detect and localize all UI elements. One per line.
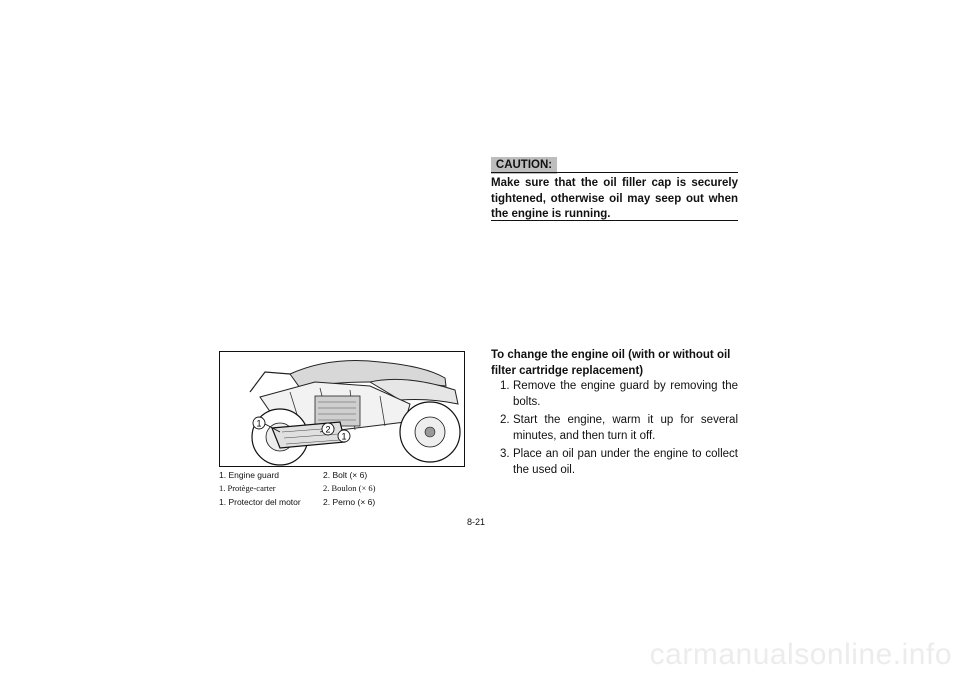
callout-label: 1 xyxy=(256,418,262,429)
step-number: 3. xyxy=(500,448,510,460)
caption-row-en xyxy=(219,470,463,482)
section-heading: To change the engine oil (with or without oil filter cartridge replacement) xyxy=(491,349,731,377)
list-item xyxy=(491,413,738,444)
callout-label: 1 xyxy=(341,431,347,442)
list-item xyxy=(491,447,738,478)
step-text: Place an oil pan under the engine to collect the used oil. xyxy=(513,448,738,476)
page-number: 8-21 xyxy=(467,517,486,527)
caption-item-2: 2. Perno (× 6) xyxy=(323,497,376,507)
caption-item-1: 1. Protector del motor xyxy=(219,497,301,507)
step-text: Start the engine, warm it up for several minutes, and then turn it off. xyxy=(513,414,738,442)
caution-text: Make sure that the oil filler cap is securely tightened, otherwise oil may seep out when the engine is running. xyxy=(491,177,738,220)
atv-illustration xyxy=(219,351,465,467)
step-text: Remove the engine guard by removing the bolts. xyxy=(513,380,738,408)
atv-drawing xyxy=(220,352,464,466)
divider xyxy=(491,172,738,173)
step-number: 1. xyxy=(500,380,510,392)
list-item xyxy=(491,379,738,410)
steps-list xyxy=(491,379,738,478)
caution-label: CAUTION: xyxy=(491,157,557,174)
divider xyxy=(491,220,738,221)
caption-item-2: 2. Bolt (× 6) xyxy=(323,470,368,480)
watermark: carmanualsonline.info xyxy=(649,638,952,671)
caption-item-1: 1. Engine guard xyxy=(219,470,280,480)
step-number: 2. xyxy=(500,414,510,426)
caption-item-1: 1. Protège-carter xyxy=(219,483,276,493)
caption-item-2: 2. Boulon (× 6) xyxy=(323,483,376,493)
callout-label: 2 xyxy=(325,424,331,435)
caption-row-es xyxy=(219,497,463,509)
caption-row-fr xyxy=(219,483,463,495)
procedure-section xyxy=(491,348,738,481)
